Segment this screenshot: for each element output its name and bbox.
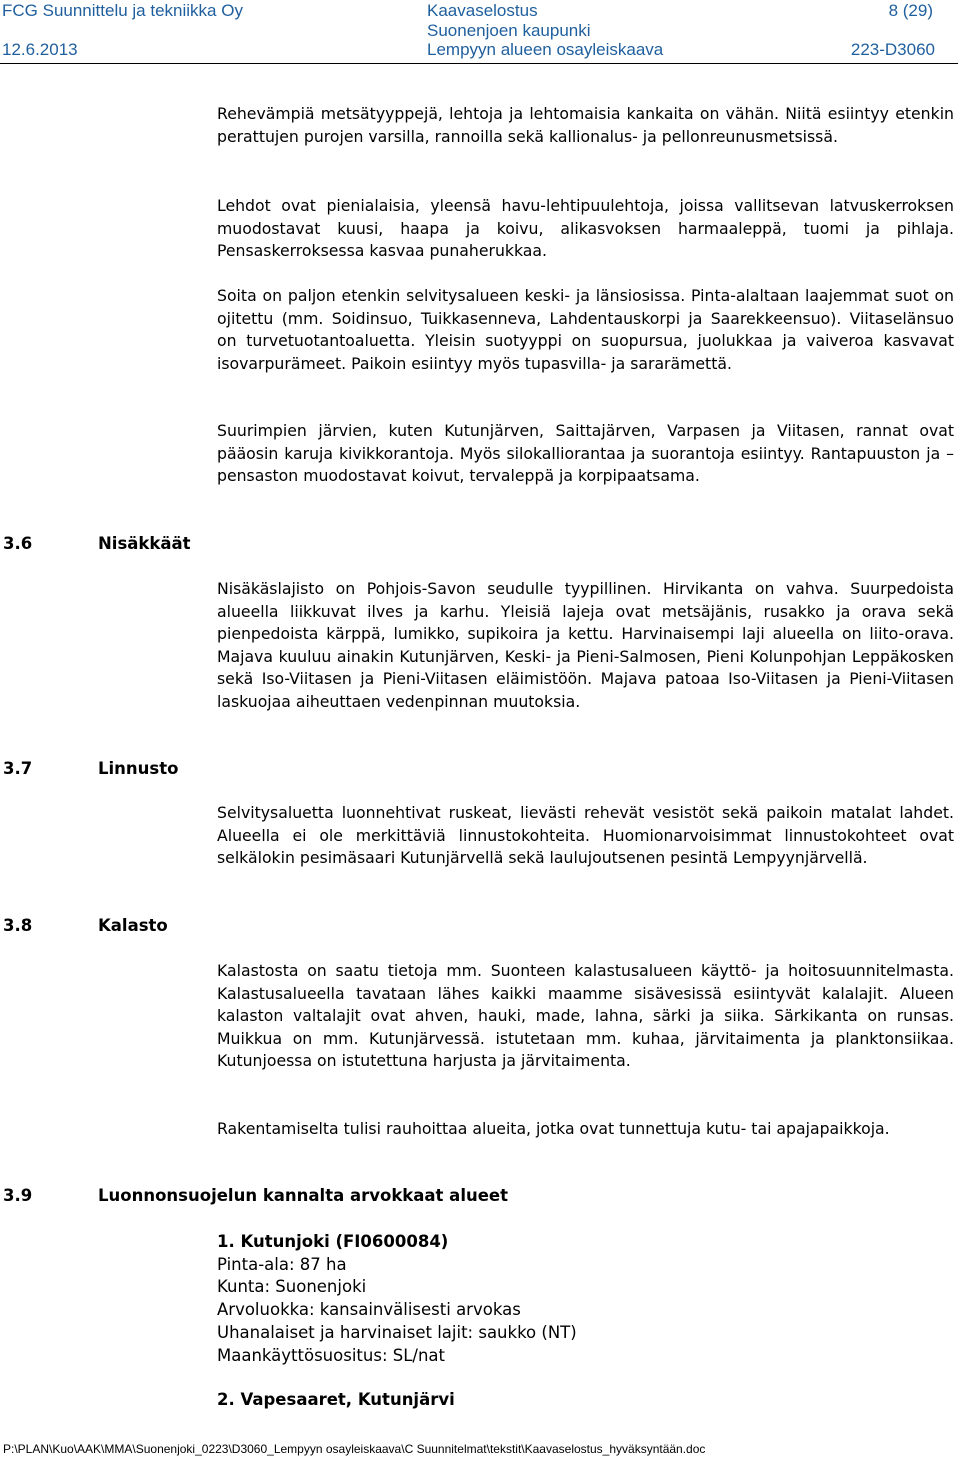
- paragraph-lake-shores: Suurimpien järvien, kuten Kutunjärven, Saittajärven, Varpasen ja Viitasen, rannat ovat pääosin karuja kivikkorantoja. Myös silokalliorantaa ja suorantoja esiintyy. Rantapuuston ja –pensaston muodostavat koivut, tervaleppä ja korpipaatsama.: [217, 421, 954, 486]
- header-plan-name: Lempyyn alueen osayleiskaava: [427, 40, 664, 59]
- section-title: Luonnonsuojelun kannalta arvokkaat alueet: [98, 1186, 508, 1205]
- section-heading-3-8: [3, 915, 168, 937]
- section-heading-3-6: [3, 533, 191, 555]
- paragraph-birds: Selvitysaluetta luonnehtivat ruskeat, lievästi rehevät vesistöt sekä paikoin matalat lahdet. Alueella ei ole merkittäviä linnustokohteita. Huomionarvoisimmat linnustokohteet ovat selkälokin pesimäsaari Kutunjärvellä sekä laulujoutsenen pesintä Lempyynjärvellä.: [217, 803, 954, 868]
- page-header: [0, 0, 960, 62]
- section-title: Linnusto: [98, 759, 179, 778]
- site-species: Uhanalaiset ja harvinaiset lajit: saukko (NT): [217, 1322, 577, 1342]
- site-vapesaaret: [217, 1389, 957, 1412]
- paragraph-groves: Lehdot ovat pienialaisia, yleensä havu-lehtipuulehtoja, joissa vallitsevan latvuskerroksen muodostavat kuusi, haapa ja koivu, alikasvoksen harmaaleppä, tuomi ja pihlaja. Pensaskerroksessa kasvaa punaherukkaa.: [217, 196, 954, 261]
- site-municipality: Kunta: Suonenjoki: [217, 1277, 367, 1297]
- header-project-code: 223-D3060: [850, 40, 935, 59]
- site-kutunjoki: [217, 1231, 957, 1367]
- footer-file-path: P:\PLAN\Kuo\AAK\MMA\Suonenjoki_0223\D3060_Lempyyn osayleiskaava\C Suunnitelmat\tekstit\Kaavaselostus_hyväksyntään.doc: [3, 1442, 706, 1456]
- section-number: 3.7: [3, 759, 33, 778]
- site-value-class: Arvoluokka: kansainvälisesti arvokas: [217, 1300, 521, 1320]
- section-title: Kalasto: [98, 916, 168, 935]
- header-date: 12.6.2013: [2, 40, 78, 59]
- site-land-use: Maankäyttösuositus: SL/nat: [217, 1345, 446, 1365]
- paragraph-mires: Soita on paljon etenkin selvitysalueen keski- ja länsiosissa. Pinta-alaltaan laajemmat suot on ojitettu (mm. Soidinsuo, Tuikkasenneva, Lahdentauskorpi ja Saarekkeensuo). Viitaselänsuo on turvetuotantoaluetta. Yleisin suotyyppi on suopursua, juolukkaa ja vaiveroa kasvavat isovarpurämeet. Paikoin esiintyy myös tupasvilla- ja sararämettä.: [217, 286, 954, 373]
- header-doc-type: Kaavaselostus: [427, 1, 538, 20]
- section-heading-3-9: [3, 1185, 508, 1207]
- site-title: 2. Vapesaaret, Kutunjärvi: [217, 1390, 455, 1409]
- header-divider: [0, 63, 958, 64]
- section-number: 3.9: [3, 1186, 33, 1205]
- header-client: Suonenjoen kaupunki: [427, 21, 591, 40]
- paragraph-mammals: Nisäkäslajisto on Pohjois-Savon seudulle tyypillinen. Hirvikanta on vahva. Suurpedoista alueella liikkuvat ilves ja karhu. Yleisiä lajeja ovat metsäjänis, rusakko ja orava sekä pienpedoista kärppä, lumikko, supikoira ja kettu. Harvinaisempi laji alueella on liito-orava. Majava kuuluu ainakin Kutunjärven, Keski- ja Pieni-Salmosen, Pieni Kolunpohjan Leppäkosken sekä Iso-Viitasen ja Pieni-Viitasen eläimistöön. Majava patoaa Iso-Viitasen ja Pieni-Viitasen laskuojaa aiheuttaen vedenpinnan muutoksia.: [217, 579, 954, 711]
- section-number: 3.6: [3, 534, 33, 553]
- section-number: 3.8: [3, 916, 33, 935]
- site-title: 1. Kutunjoki (FI0600084): [217, 1232, 449, 1251]
- header-company: FCG Suunnittelu ja tekniikka Oy: [2, 1, 243, 20]
- paragraph-forest-types: Rehevämpiä metsätyyppejä, lehtoja ja lehtomaisia kankaita on vähän. Niitä esiintyy etenkin perattujen purojen varsilla, rannoilla sekä kallionalus- ja pellonreunusmetsissä.: [217, 104, 954, 146]
- paragraph-fish: Kalastosta on saatu tietoja mm. Suonteen kalastusalueen käyttö- ja hoitosuunnitelmasta. Kalastusalueella tavataan lähes kaikki maamme sisävesissä esiintyvät kalalajit. Alueen kalaston valtalajit ovat ahven, hauki, made, lahna, särki ja siika. Särkikanta on runsas. Muikkua on mm. Kutunjärvessä. istutetaan mm. kuhaa, järvitaimenta ja planktonsiikaa. Kutunjoessa on istutettuna harjusta ja järvitaimenta.: [217, 961, 954, 1071]
- header-page-number: 8 (29): [888, 1, 933, 20]
- section-title: Nisäkkäät: [98, 534, 191, 553]
- paragraph-spawning-areas: Rakentamiselta tulisi rauhoittaa alueita, jotka ovat tunnettuja kutu- tai apajapaikkoja.: [217, 1119, 890, 1138]
- section-heading-3-7: [3, 758, 178, 780]
- site-area: Pinta-ala: 87 ha: [217, 1254, 347, 1274]
